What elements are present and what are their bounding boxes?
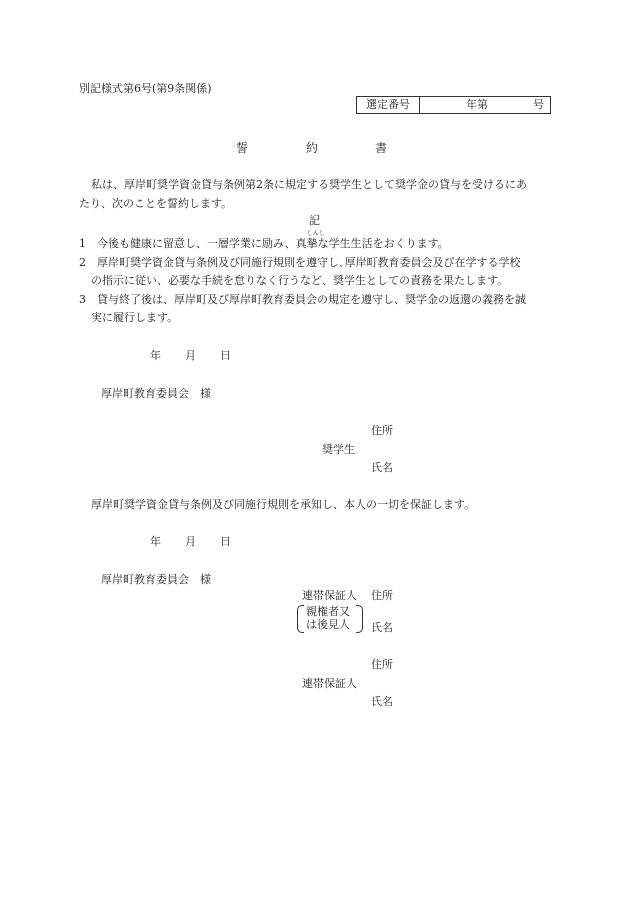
addressee-2: 厚岸町教育委員会 様 xyxy=(101,573,211,586)
date-1-year: 年 xyxy=(150,349,161,362)
form-label: 別記様式第6号(第9条関係) xyxy=(79,82,212,95)
date-2-day: 日 xyxy=(220,535,231,548)
item-2-line-1: 2 厚岸町奨学資金貸与条例及び同施行規則を遵守し､厚岸町教育委員会及び在学する学校 xyxy=(79,256,521,269)
guarantor-2-name-label: 氏名 xyxy=(371,695,393,708)
guarantor-2-role-label: 連帯保証人 xyxy=(302,677,357,690)
title-char-2: 約 xyxy=(306,141,319,155)
guarantor-1-note-line-1: 親権者又 xyxy=(306,605,350,618)
left-bracket xyxy=(297,605,304,633)
ki-label: 記 xyxy=(309,214,320,227)
item-1: 1 今後も健康に留意し、一層学業に励み、真摯な学生生活をおくります。 xyxy=(79,237,449,250)
selection-number-suffix: 号 xyxy=(533,98,544,111)
intro-line-2: たり、次のことを誓約します。 xyxy=(79,197,233,210)
title-char-3: 書 xyxy=(375,141,388,155)
student-role-label: 奨学生 xyxy=(322,443,355,456)
title-char-1: 誓 xyxy=(236,141,249,155)
guarantor-1-role-label: 連帯保証人 xyxy=(302,589,357,602)
selection-number-field xyxy=(420,97,550,113)
date-2-year: 年 xyxy=(150,535,161,548)
guarantor-1-note-line-2: は後見人 xyxy=(306,618,350,631)
item-2-line-2: の指示に従い、必要な手続を怠りなく行うなど、奨学生としての責務を果たします。 xyxy=(91,274,509,287)
item-3-line-1: 3 貸与終了後は、厚岸町及び厚岸町教育委員会の規定を遵守し、奨学金の返還の義務を誠 xyxy=(79,293,526,306)
item-3-line-2: 実に履行します。 xyxy=(91,311,179,324)
date-1-month: 月 xyxy=(185,349,196,362)
student-name-label: 氏名 xyxy=(371,461,393,474)
guarantor-2-address-label: 住所 xyxy=(371,658,393,671)
addressee-1: 厚岸町教育委員会 様 xyxy=(101,387,211,400)
guarantee-text: 厚岸町奨学資金貸与条例及び同施行規則を承知し、本人の一切を保証します。 xyxy=(91,498,476,511)
selection-number-box xyxy=(356,96,551,114)
guarantor-1-name-label: 氏名 xyxy=(371,621,393,634)
date-2-month: 月 xyxy=(185,535,196,548)
date-1-day: 日 xyxy=(220,349,231,362)
intro-line-1: 私は、厚岸町奨学資金貸与条例第2条に規定する奨学生として奨学金の貸与を受けるにあ xyxy=(91,178,527,191)
selection-number-label: 選定番号 xyxy=(357,97,420,113)
student-address-label: 住所 xyxy=(371,424,393,437)
item-1-ruby: しんし xyxy=(307,230,326,237)
guarantor-1-address-label: 住所 xyxy=(371,589,393,602)
selection-year-text: 年第 xyxy=(466,98,488,111)
right-bracket xyxy=(356,605,363,633)
